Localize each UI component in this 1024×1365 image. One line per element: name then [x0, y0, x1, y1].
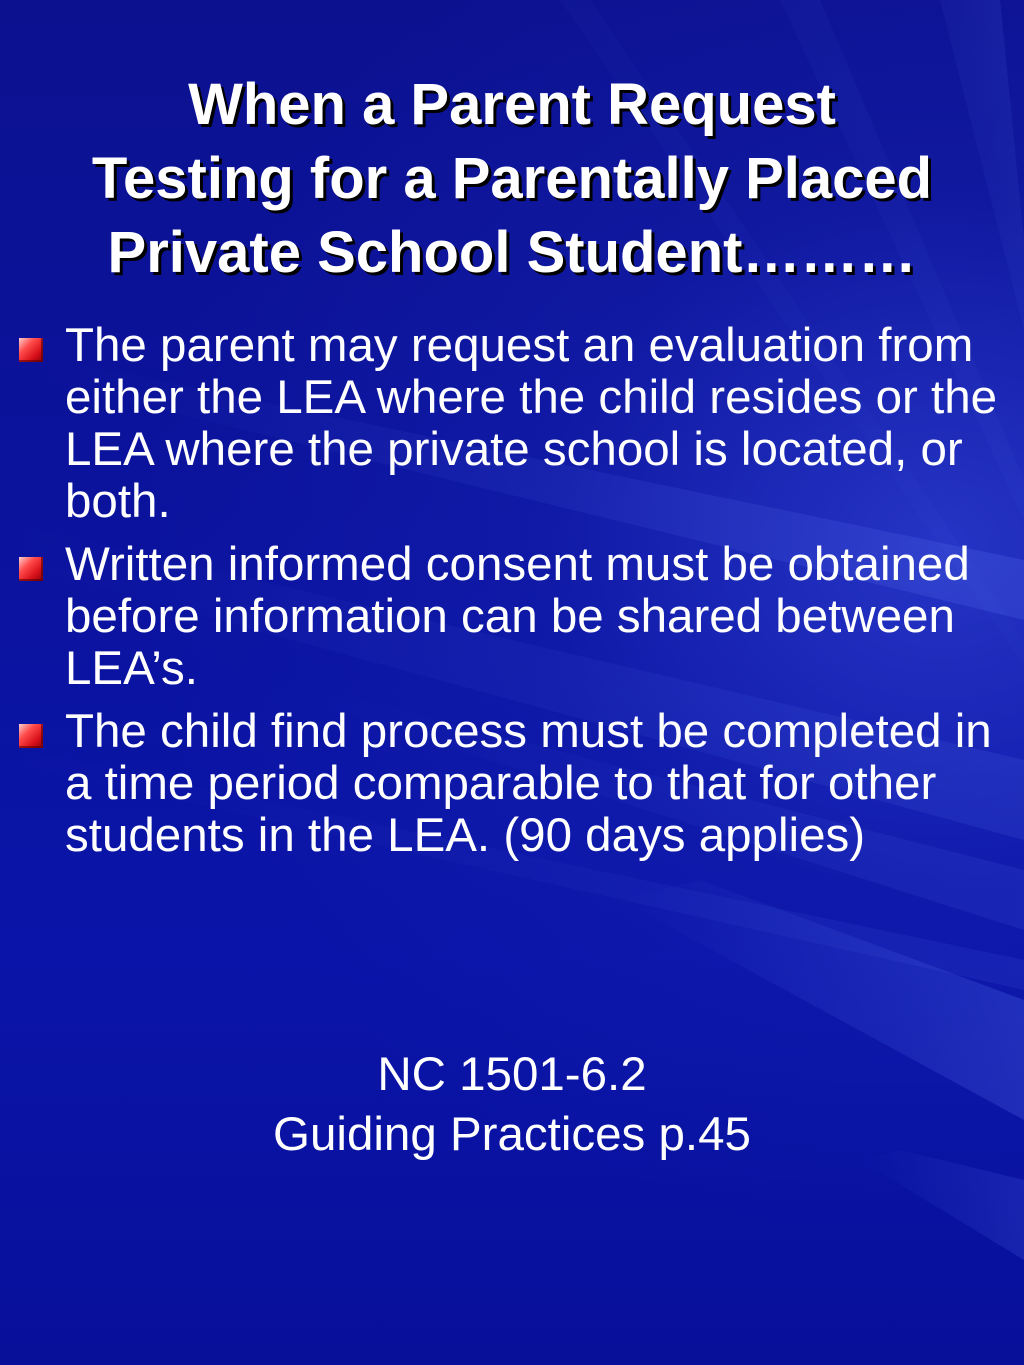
slide-title-line: Testing for a Parentally Placed — [91, 146, 933, 211]
citation-line: NC 1501-6.2 — [377, 1048, 647, 1101]
bullet-item — [0, 539, 1024, 695]
bullet-text: Written informed consent must be obtained before information can be shared between LEA’s. — [65, 538, 970, 695]
bullet-item — [0, 320, 1024, 528]
red-square-bullet-icon — [19, 338, 43, 362]
bullet-list — [0, 320, 1024, 873]
slide-title — [0, 68, 1024, 290]
bullet-text: The child find process must be completed in a time period comparable to that for other students in the LEA. (90 days applies) — [65, 705, 992, 862]
bullet-item — [0, 706, 1024, 862]
red-square-bullet-icon — [19, 557, 43, 581]
citation-line: Guiding Practices p.45 — [273, 1108, 751, 1161]
red-square-bullet-icon — [19, 724, 43, 748]
bullet-text: The parent may request an evaluation from either the LEA where the child resides or the LEA where the private school is located, or both. — [65, 319, 998, 528]
citation — [0, 1045, 1024, 1165]
slide-title-line: Private School Student……… — [107, 220, 917, 285]
slide-title-line: When a Parent Request — [188, 72, 836, 137]
